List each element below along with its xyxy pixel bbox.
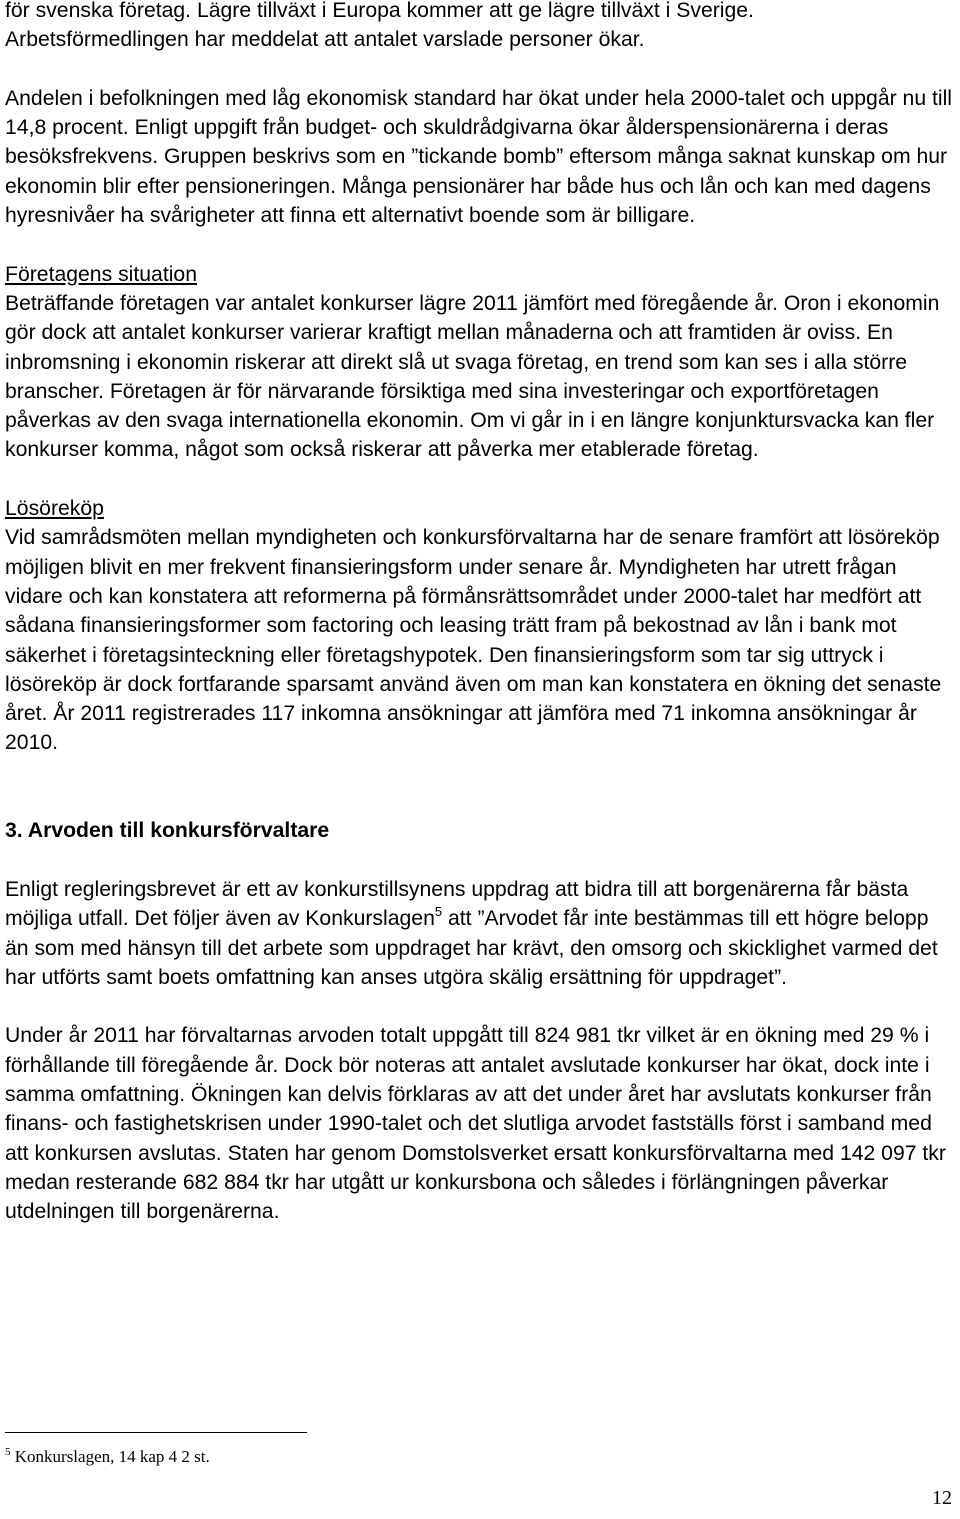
footnote-divider — [5, 1432, 307, 1433]
paragraph-losorekop: Vid samrådsmöten mellan myndigheten och konkursförvaltarna har de senare framfört att lösöreköp möjligen blivit en mer frekvent finansieringsform under senare år. Myndigheten har utrett frågan vidare och kan konstatera att reformerna på förmånsrättsområdet under 2000-talet har medfört att sådana finansieringsformer som factoring och leasing trätt fram på bekostnad av lån i bank mot säkerhet i företagsinteckning eller företagshypotek. Den finansieringsform som tar sig uttryck i lösöreköp är dock fortfarande sparsamt använd även om man kan konstatera en ökning det senaste året. År 2011 registrerades 117 inkomna ansökningar att jämföra med 71 inkomna ansökningar år 2010. — [5, 526, 942, 755]
paragraph-foretagens-situation: Beträffande företagen var antalet konkurser lägre 2011 jämfört med föregående år. Oron i ekonomin gör dock att antalet konkurser varierar kraftigt mellan månaderna och att framtiden är oviss. En inbromsning i ekonomin riskerar att direkt slå ut svaga företag, en trend som kan ses i alla större branscher. Företagen är för närvarande försiktiga med sina investeringar och exportföretagen påverkas av den svaga internationella ekonomin. Om vi går in i en längre konjunktursvacka kan fler konkurser komma, något som också riskerar att påverka mer etablerade företag. — [5, 291, 940, 462]
paragraph-gap — [5, 846, 955, 875]
paragraph-regleringsbrevet — [5, 875, 955, 992]
paragraph-gap — [5, 992, 955, 1021]
paragraph-gap — [5, 758, 955, 787]
footnote-reference[interactable]: 5 — [434, 904, 443, 920]
subheading-foretagens-situation: Företagens situation — [5, 262, 197, 286]
paragraph-low-standard: Andelen i befolkningen med låg ekonomisk standard har ökat under hela 2000-talet och uppgår nu till 14,8 procent. Enligt uppgift från budget- och skuldrådgivarna ökar ålderspensionärerna i deras besöksfrekvens. Gruppen beskrivs som en ”tickande bomb” eftersom många saknat kunskap om hur ekonomin blir efter pensioneringen. Många pensionärer har både hus och lån och kan med dagens hyresnivåer ha svårigheter att finna ett alternativt boende som är billigare. — [5, 86, 953, 228]
paragraph-gap — [5, 465, 955, 494]
footnote-text: Konkurslagen, 14 kap 4 2 st. — [10, 1447, 210, 1466]
paragraph-gap — [5, 787, 955, 816]
page-number: 12 — [932, 1487, 952, 1509]
footnote-number: 5 — [5, 1446, 11, 1458]
section-title-arvoden: 3. Arvoden till konkursförvaltare — [5, 819, 330, 843]
subheading-losorekop: Lösöreköp — [5, 497, 104, 521]
paragraph-gap — [5, 230, 955, 259]
paragraph-intro-line-2: Arbetsförmedlingen har meddelat att antalet varslade personer ökar. — [5, 28, 645, 52]
paragraph-regleringsbrevet-continuation: att ”Arvodet får inte bestämmas till ett högre belopp än som med hänsyn till det arbete som uppdraget har krävt, den omsorg och skicklighet varmed det har utförts samt boets omfattning kan anses utgöra skälig ersättning för uppdraget”. — [5, 907, 938, 989]
footnote — [5, 1446, 210, 1468]
paragraph-regleringsbrevet-text: Enligt regleringsbrevet är ett av konkurstillsynens uppdrag att bidra till att borgenärerna får bästa möjliga utfall. Det följer även av Konkurslagen — [5, 877, 909, 931]
paragraph-arvoden-2011: Under år 2011 har förvaltarnas arvoden totalt uppgått till 824 981 tkr vilket är en ökning med 29 % i förhållande till föregående år. Dock bör noteras att antalet avslutade konkurser har ökat, dock inte i samma omfattning. Ökningen kan delvis förklaras av att det under året har avslutats konkurser från finans- och fastighetskrisen under 1990-talet och det slutliga arvodet fastställs först i samband med att konkursen avslutas. Staten har genom Domstolsverket ersatt konkursförvaltarna med 142 097 tkr medan resterande 682 884 tkr har utgått ur konkursbona och således i förlängningen påverkar utdelningen till borgenärerna. — [5, 1024, 946, 1224]
document-body — [5, 0, 955, 1226]
paragraph-gap — [5, 55, 955, 84]
paragraph-intro-line-1: för svenska företag. Lägre tillväxt i Europa kommer att ge lägre tillväxt i Sverige. — [5, 0, 754, 22]
